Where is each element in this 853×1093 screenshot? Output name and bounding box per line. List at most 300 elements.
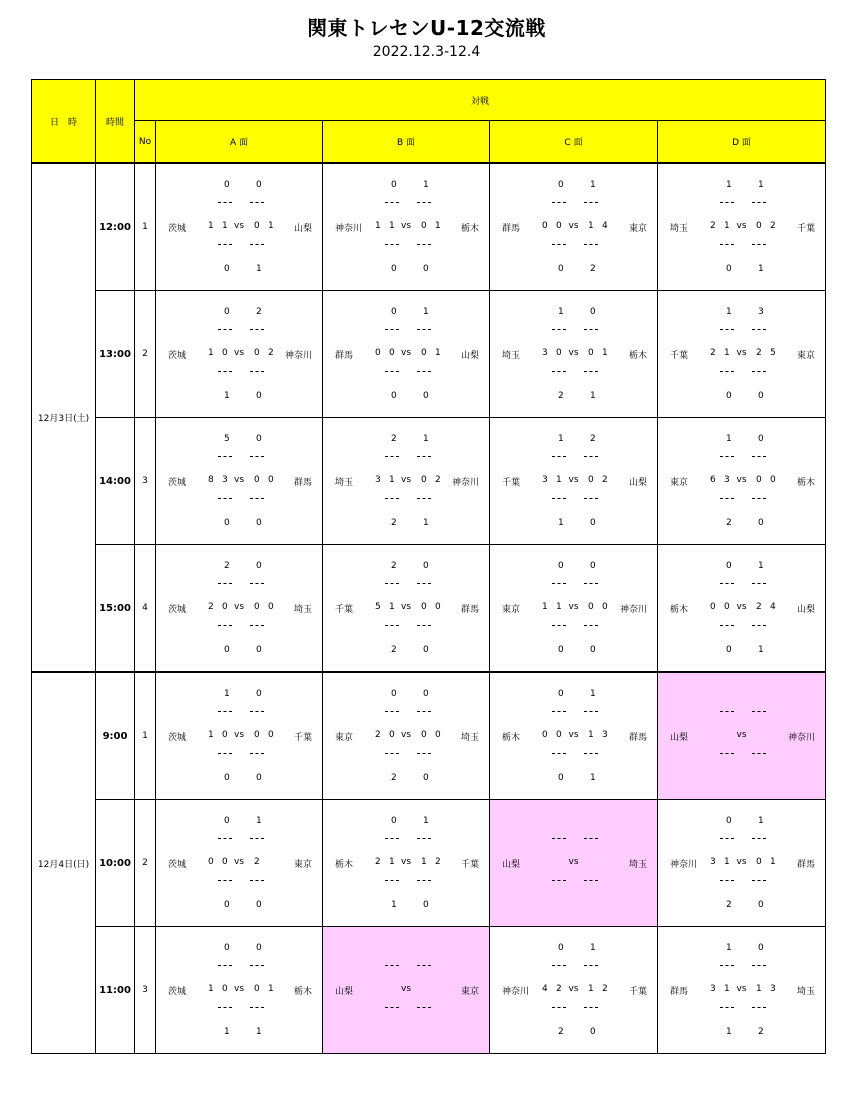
- match-card: [156, 545, 322, 671]
- separator-line: [250, 1007, 264, 1009]
- away-total-score: 0: [421, 602, 427, 612]
- match-card: [156, 673, 322, 799]
- separator-line: [417, 371, 431, 373]
- away-total-score: 0: [421, 730, 427, 740]
- home-2nd-half-score: 1: [726, 1027, 732, 1037]
- away-total-score-b: 0: [268, 475, 274, 485]
- home-total-score-b: 0: [556, 348, 562, 358]
- match-card: [323, 291, 489, 417]
- separator-line: [720, 329, 734, 331]
- home-total-score: 3: [542, 475, 548, 485]
- separator-line: [218, 371, 232, 373]
- away-1st-half-score: 0: [256, 561, 262, 571]
- home-1st-half-score: 0: [726, 561, 732, 571]
- home-team: 茨城: [168, 987, 187, 997]
- separator-line: [385, 583, 399, 585]
- home-team: 千葉: [670, 351, 689, 361]
- match-card: [323, 800, 489, 926]
- separator-line: [584, 965, 598, 967]
- home-total-score: 3: [710, 857, 716, 867]
- away-1st-half-score: 0: [758, 434, 764, 444]
- match-card: [658, 291, 825, 417]
- home-team: 山梨: [335, 987, 354, 997]
- separator-line: [552, 371, 566, 373]
- home-total-score-b: 0: [222, 730, 228, 740]
- match-cell: [658, 927, 826, 1054]
- separator-line: [385, 329, 399, 331]
- away-2nd-half-score: 0: [590, 1027, 596, 1037]
- away-2nd-half-score: 0: [423, 391, 429, 401]
- away-1st-half-score: 0: [256, 689, 262, 699]
- home-1st-half-score: 0: [224, 816, 230, 826]
- slot-no: 2: [135, 800, 156, 927]
- separator-line: [752, 711, 766, 713]
- separator-line: [417, 965, 431, 967]
- separator-line: [250, 371, 264, 373]
- home-team: 群馬: [670, 987, 689, 997]
- separator-line: [552, 711, 566, 713]
- home-total-score: 5: [375, 602, 381, 612]
- table-row: [32, 927, 826, 1054]
- away-1st-half-score: 1: [590, 689, 596, 699]
- vs-label: vs: [568, 730, 579, 740]
- home-team: 千葉: [502, 478, 521, 488]
- header-time: 時間: [96, 80, 135, 164]
- away-1st-half-score: 2: [590, 434, 596, 444]
- home-total-score-b: 1: [724, 857, 730, 867]
- separator-line: [552, 965, 566, 967]
- match-card: [323, 927, 489, 1053]
- away-1st-half-score: 1: [758, 816, 764, 826]
- away-2nd-half-score: 0: [256, 391, 262, 401]
- slot-time: 15:00: [96, 545, 135, 673]
- away-team: 埼玉: [293, 605, 312, 615]
- match-card: [323, 418, 489, 544]
- away-total-score: 0: [756, 857, 762, 867]
- home-total-score-b: 1: [389, 857, 395, 867]
- vs-label: vs: [400, 984, 412, 994]
- home-2nd-half-score: 0: [558, 645, 564, 655]
- vs-label: vs: [233, 348, 245, 358]
- away-total-score-b: 4: [602, 221, 608, 231]
- separator-line: [584, 753, 598, 755]
- match-card: [490, 164, 657, 290]
- away-2nd-half-score: 0: [256, 518, 262, 528]
- away-1st-half-score: 0: [423, 561, 429, 571]
- away-team: 栃木: [797, 478, 816, 488]
- match-cell: [156, 545, 323, 673]
- separator-line: [417, 1007, 431, 1009]
- away-2nd-half-score: 0: [758, 518, 764, 528]
- away-1st-half-score: 0: [758, 943, 764, 953]
- home-1st-half-score: 1: [224, 689, 230, 699]
- match-cell: [490, 291, 658, 418]
- away-total-score-b: 1: [770, 857, 776, 867]
- away-1st-half-score: 0: [256, 943, 262, 953]
- away-2nd-half-score: 1: [758, 264, 764, 274]
- vs-label: vs: [736, 348, 747, 358]
- vs-label: vs: [568, 602, 579, 612]
- separator-line: [417, 880, 431, 882]
- separator-line: [250, 753, 264, 755]
- home-total-score-b: 0: [222, 984, 228, 994]
- away-total-score-b: 1: [602, 348, 608, 358]
- home-total-score: 3: [542, 348, 548, 358]
- away-total-score: 0: [254, 348, 260, 358]
- vs-label: vs: [568, 348, 579, 358]
- header-court: B 面: [323, 121, 490, 164]
- separator-line: [218, 965, 232, 967]
- away-team: 群馬: [460, 605, 479, 615]
- vs-label: vs: [568, 475, 579, 485]
- away-1st-half-score: 1: [590, 180, 596, 190]
- home-total-score-b: 0: [222, 857, 228, 867]
- separator-line: [552, 625, 566, 627]
- slot-no: 2: [135, 291, 156, 418]
- home-total-score-b: 1: [389, 602, 395, 612]
- away-team: 山梨: [628, 478, 647, 488]
- home-2nd-half-score: 2: [726, 900, 732, 910]
- match-card: [490, 800, 657, 926]
- home-2nd-half-score: 0: [224, 518, 230, 528]
- slot-time: 12:00: [96, 163, 135, 291]
- away-1st-half-score: 1: [423, 816, 429, 826]
- match-cell: [490, 927, 658, 1054]
- match-card: [490, 291, 657, 417]
- separator-line: [720, 371, 734, 373]
- separator-line: [584, 880, 598, 882]
- away-total-score: 0: [254, 475, 260, 485]
- home-2nd-half-score: 1: [224, 391, 230, 401]
- home-1st-half-score: 1: [558, 434, 564, 444]
- slot-no: 1: [135, 672, 156, 800]
- away-total-score-b: 0: [435, 602, 441, 612]
- separator-line: [250, 244, 264, 246]
- away-total-score: 0: [421, 348, 427, 358]
- home-1st-half-score: 2: [391, 434, 397, 444]
- match-card: [156, 418, 322, 544]
- home-total-score: 8: [208, 475, 214, 485]
- header-court: C 面: [490, 121, 658, 164]
- match-card: [658, 418, 825, 544]
- home-total-score: 2: [710, 348, 716, 358]
- away-team: 栃木: [293, 987, 312, 997]
- away-total-score-b: 2: [602, 475, 608, 485]
- separator-line: [584, 202, 598, 204]
- separator-line: [385, 753, 399, 755]
- home-team: 栃木: [670, 605, 689, 615]
- separator-line: [752, 244, 766, 246]
- match-cell: [658, 672, 826, 800]
- home-team: 茨城: [168, 605, 187, 615]
- separator-line: [584, 1007, 598, 1009]
- separator-line: [417, 202, 431, 204]
- match-cell: [658, 163, 826, 291]
- home-total-score-b: 1: [556, 475, 562, 485]
- home-team: 山梨: [670, 733, 689, 743]
- away-2nd-half-score: 0: [423, 264, 429, 274]
- away-1st-half-score: 1: [423, 180, 429, 190]
- away-total-score: 0: [588, 348, 594, 358]
- away-team: 神奈川: [788, 733, 816, 743]
- home-2nd-half-score: 0: [726, 264, 732, 274]
- home-1st-half-score: 0: [558, 689, 564, 699]
- separator-line: [584, 711, 598, 713]
- away-1st-half-score: 1: [423, 434, 429, 444]
- away-total-score-b: 2: [435, 475, 441, 485]
- away-total-score: 0: [254, 984, 260, 994]
- match-card: [323, 164, 489, 290]
- separator-line: [752, 753, 766, 755]
- vs-label: vs: [400, 348, 412, 358]
- separator-line: [218, 625, 232, 627]
- home-total-score: 1: [208, 730, 214, 740]
- home-team: 群馬: [502, 224, 521, 234]
- away-total-score: 1: [588, 984, 594, 994]
- away-total-score: 2: [254, 857, 260, 867]
- separator-line: [385, 625, 399, 627]
- away-team: 東京: [628, 224, 647, 234]
- vs-label: vs: [568, 857, 579, 867]
- home-total-score-b: 1: [389, 475, 395, 485]
- table-row: [32, 418, 826, 545]
- home-team: 神奈川: [670, 860, 698, 870]
- away-1st-half-score: 2: [256, 307, 262, 317]
- separator-line: [385, 711, 399, 713]
- vs-label: vs: [233, 730, 245, 740]
- home-2nd-half-score: 0: [224, 645, 230, 655]
- separator-line: [417, 329, 431, 331]
- vs-label: vs: [400, 475, 412, 485]
- vs-label: vs: [233, 984, 245, 994]
- home-2nd-half-score: 0: [224, 264, 230, 274]
- separator-line: [720, 880, 734, 882]
- away-1st-half-score: 0: [590, 561, 596, 571]
- home-1st-half-score: 0: [391, 180, 397, 190]
- separator-line: [552, 838, 566, 840]
- home-1st-half-score: 0: [558, 561, 564, 571]
- table-row: [32, 163, 826, 291]
- schedule-table: [31, 79, 826, 1054]
- table-row: [32, 545, 826, 673]
- home-team: 茨城: [168, 478, 187, 488]
- separator-line: [720, 965, 734, 967]
- separator-line: [720, 1007, 734, 1009]
- home-total-score: 6: [710, 475, 716, 485]
- slot-time: 11:00: [96, 927, 135, 1054]
- away-2nd-half-score: 0: [256, 645, 262, 655]
- slot-time: 13:00: [96, 291, 135, 418]
- separator-line: [385, 371, 399, 373]
- header-date: 日 時: [32, 80, 96, 164]
- home-2nd-half-score: 1: [558, 518, 564, 528]
- home-2nd-half-score: 2: [391, 518, 397, 528]
- away-total-score-b: 2: [770, 221, 776, 231]
- match-card: [658, 673, 825, 799]
- away-2nd-half-score: 0: [590, 518, 596, 528]
- away-2nd-half-score: 0: [758, 391, 764, 401]
- separator-line: [417, 625, 431, 627]
- vs-label: vs: [736, 221, 747, 231]
- home-total-score-b: 0: [389, 730, 395, 740]
- away-total-score: 2: [756, 348, 762, 358]
- header-matches: 対戦: [135, 80, 826, 121]
- slot-no: 3: [135, 927, 156, 1054]
- match-cell: [156, 418, 323, 545]
- separator-line: [752, 329, 766, 331]
- separator-line: [218, 1007, 232, 1009]
- home-1st-half-score: 0: [224, 943, 230, 953]
- away-team: 神奈川: [619, 605, 647, 615]
- match-cell: [490, 672, 658, 800]
- separator-line: [417, 244, 431, 246]
- home-total-score: 0: [542, 730, 548, 740]
- home-1st-half-score: 2: [224, 561, 230, 571]
- match-cell: [658, 418, 826, 545]
- match-card: [323, 673, 489, 799]
- home-1st-half-score: 1: [726, 434, 732, 444]
- match-card: [490, 927, 657, 1053]
- away-team: 山梨: [293, 224, 312, 234]
- away-total-score: 0: [756, 221, 762, 231]
- home-1st-half-score: 0: [391, 689, 397, 699]
- home-total-score: 1: [208, 221, 214, 231]
- home-1st-half-score: 0: [558, 180, 564, 190]
- away-1st-half-score: 3: [758, 307, 764, 317]
- home-2nd-half-score: 1: [224, 1027, 230, 1037]
- separator-line: [218, 202, 232, 204]
- separator-line: [752, 880, 766, 882]
- away-total-score-b: 3: [770, 984, 776, 994]
- away-total-score-b: 2: [268, 348, 274, 358]
- away-team: 山梨: [460, 351, 479, 361]
- home-total-score: 0: [542, 221, 548, 231]
- away-1st-half-score: 1: [590, 943, 596, 953]
- separator-line: [552, 583, 566, 585]
- separator-line: [218, 753, 232, 755]
- home-total-score: 2: [710, 221, 716, 231]
- match-cell: [156, 163, 323, 291]
- match-card: [658, 927, 825, 1053]
- away-team: 栃木: [460, 224, 479, 234]
- match-card: [658, 164, 825, 290]
- page-title: 関東トレセンU-12交流戦: [307, 16, 546, 40]
- separator-line: [250, 456, 264, 458]
- away-2nd-half-score: 0: [423, 900, 429, 910]
- away-total-score-b: 5: [770, 348, 776, 358]
- home-total-score-b: 0: [222, 348, 228, 358]
- match-card: [658, 545, 825, 671]
- separator-line: [552, 880, 566, 882]
- separator-line: [552, 498, 566, 500]
- separator-line: [720, 583, 734, 585]
- separator-line: [752, 965, 766, 967]
- header-court: D 面: [658, 121, 826, 164]
- home-2nd-half-score: 2: [726, 518, 732, 528]
- away-1st-half-score: 0: [256, 180, 262, 190]
- away-2nd-half-score: 0: [423, 645, 429, 655]
- separator-line: [752, 1007, 766, 1009]
- away-total-score-b: 0: [435, 730, 441, 740]
- vs-label: vs: [233, 602, 245, 612]
- away-1st-half-score: 0: [256, 434, 262, 444]
- home-total-score: 4: [542, 984, 548, 994]
- home-team: 栃木: [502, 733, 521, 743]
- home-2nd-half-score: 0: [558, 773, 564, 783]
- match-cell: [490, 418, 658, 545]
- header-no: No: [135, 121, 156, 164]
- vs-label: vs: [233, 857, 245, 867]
- away-total-score: 0: [421, 221, 427, 231]
- separator-line: [752, 498, 766, 500]
- page-subtitle: 2022.12.3-12.4: [372, 44, 481, 60]
- vs-label: vs: [400, 221, 412, 231]
- home-1st-half-score: 1: [726, 307, 732, 317]
- home-1st-half-score: 0: [224, 307, 230, 317]
- separator-line: [584, 625, 598, 627]
- separator-line: [552, 456, 566, 458]
- away-total-score-b: 0: [268, 602, 274, 612]
- day-date: 12月3日(土): [32, 163, 96, 672]
- away-team: 群馬: [797, 860, 816, 870]
- away-team: 千葉: [797, 224, 816, 234]
- vs-label: vs: [233, 475, 245, 485]
- header-row-courts: [32, 121, 826, 164]
- away-total-score: 1: [588, 730, 594, 740]
- home-1st-half-score: 0: [224, 180, 230, 190]
- home-team: 茨城: [168, 351, 187, 361]
- away-total-score: 0: [588, 602, 594, 612]
- match-cell: [490, 800, 658, 927]
- separator-line: [584, 583, 598, 585]
- vs-label: vs: [736, 475, 747, 485]
- match-card: [156, 927, 322, 1053]
- match-card: [156, 291, 322, 417]
- vs-label: vs: [568, 221, 579, 231]
- away-total-score: 2: [756, 602, 762, 612]
- home-total-score: 0: [375, 348, 381, 358]
- match-cell: [658, 545, 826, 673]
- home-total-score-b: 0: [724, 602, 730, 612]
- home-team: 東京: [502, 605, 521, 615]
- home-1st-half-score: 1: [726, 180, 732, 190]
- away-total-score-b: 0: [268, 730, 274, 740]
- separator-line: [218, 244, 232, 246]
- home-total-score: 2: [375, 730, 381, 740]
- separator-line: [752, 456, 766, 458]
- match-cell: [156, 927, 323, 1054]
- separator-line: [552, 202, 566, 204]
- slot-no: 1: [135, 163, 156, 291]
- separator-line: [552, 329, 566, 331]
- separator-line: [250, 711, 264, 713]
- header-court: A 面: [156, 121, 323, 164]
- home-2nd-half-score: 0: [726, 645, 732, 655]
- away-2nd-half-score: 0: [256, 900, 262, 910]
- vs-label: vs: [736, 984, 747, 994]
- home-1st-half-score: 0: [726, 816, 732, 826]
- match-cell: [490, 163, 658, 291]
- vs-label: vs: [736, 857, 747, 867]
- separator-line: [218, 880, 232, 882]
- home-team: 群馬: [335, 351, 354, 361]
- separator-line: [218, 583, 232, 585]
- separator-line: [720, 838, 734, 840]
- away-total-score-b: 0: [770, 475, 776, 485]
- home-total-score-b: 1: [222, 221, 228, 231]
- away-2nd-half-score: 0: [758, 900, 764, 910]
- home-team: 千葉: [335, 605, 354, 615]
